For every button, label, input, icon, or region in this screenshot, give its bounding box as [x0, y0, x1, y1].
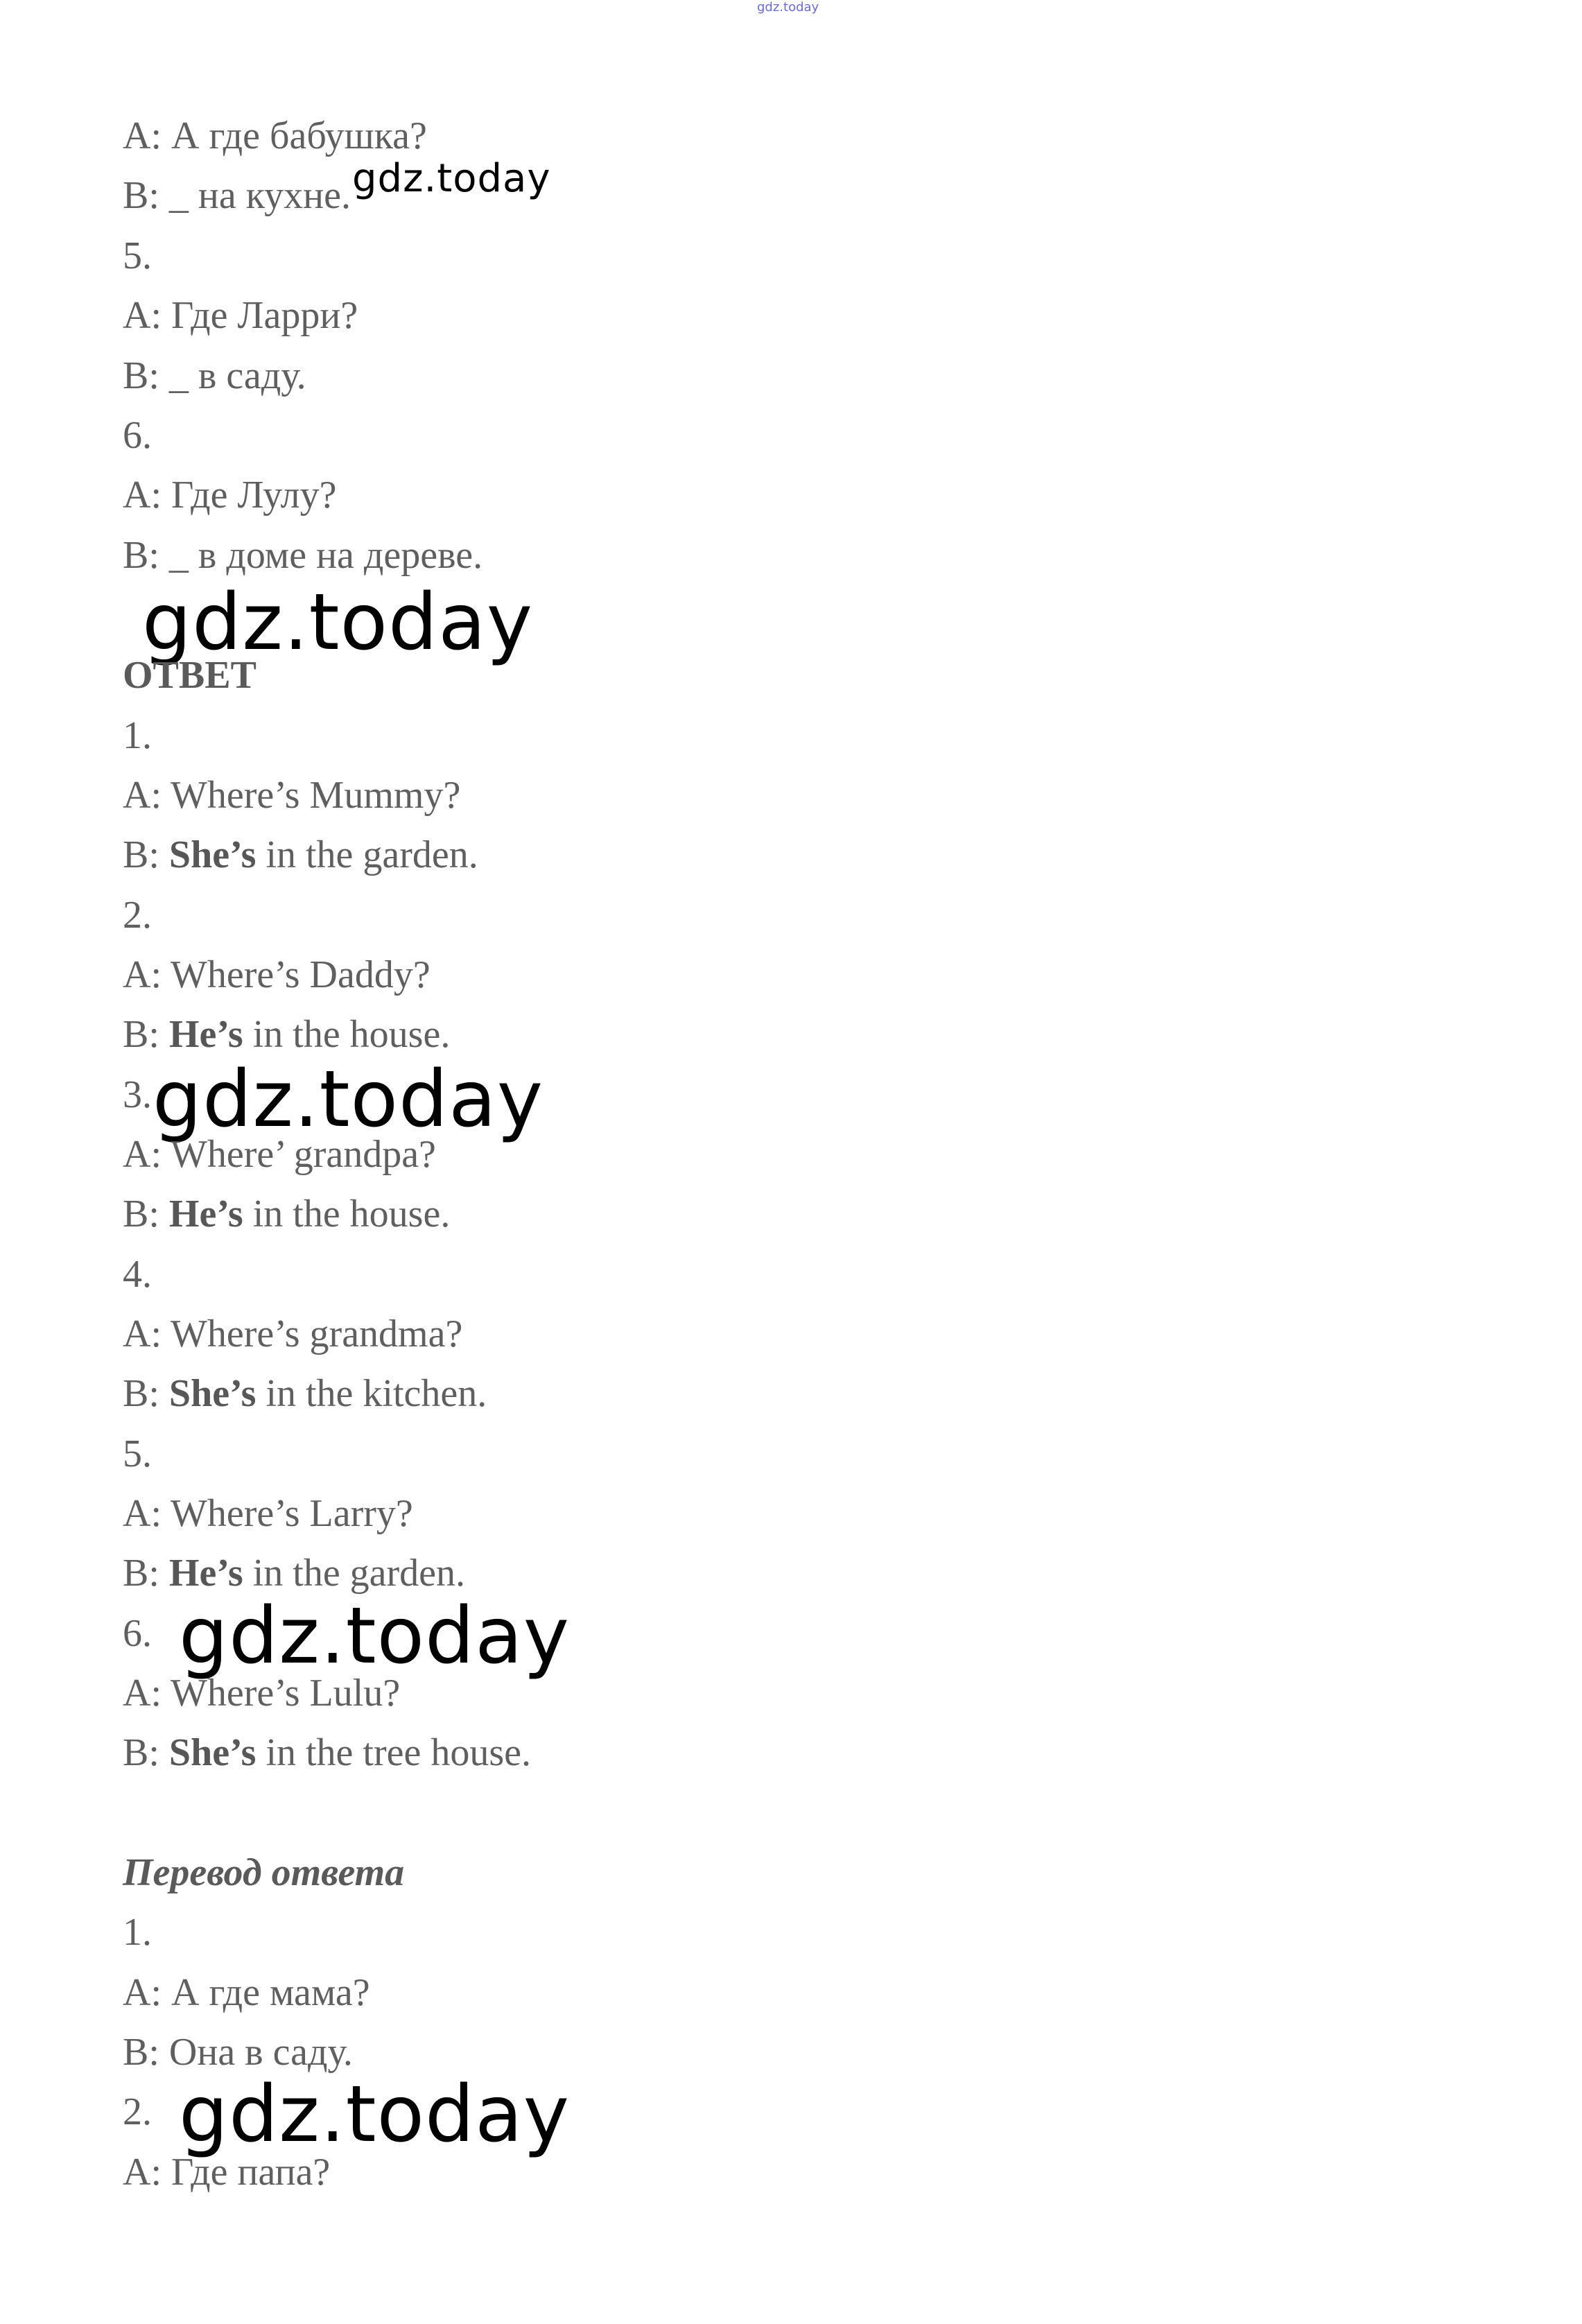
translation-line: B: Она в саду.	[123, 2031, 353, 2074]
answer-pronoun: He’s	[168, 1013, 243, 1056]
translation-line: 2.	[123, 2090, 152, 2133]
answer-reply: B: He’s in the house.	[123, 1193, 451, 1235]
top-watermark: gdz.today	[757, 0, 819, 15]
answer-pronoun: He’s	[168, 1552, 243, 1595]
answer-pronoun: She’s	[168, 1731, 257, 1774]
watermark: gdz.today	[352, 156, 551, 201]
watermark: gdz.today	[179, 1591, 571, 1681]
answer-question: A: Where’s Lulu?	[123, 1672, 401, 1715]
answer-pronoun: She’s	[168, 1372, 257, 1415]
answer-reply: B: He’s in the house.	[123, 1013, 451, 1056]
answer-number: 2.	[123, 894, 152, 937]
translation-line: A: А где мама?	[123, 1971, 370, 2014]
translation-line: A: Где папа?	[123, 2151, 331, 2194]
answer-number: 5.	[123, 1432, 152, 1475]
answer-number: 1.	[123, 714, 152, 757]
exercise-line: A: А где бабушка?	[123, 114, 427, 157]
answer-reply: B: She’s in the garden.	[123, 833, 478, 876]
answer-number: 3.	[123, 1073, 152, 1116]
watermark: gdz.today	[153, 1055, 544, 1145]
watermark: gdz.today	[142, 578, 534, 668]
exercise-line: 6.	[123, 414, 152, 457]
answer-pronoun: She’s	[168, 833, 257, 876]
translation-heading: Перевод ответа	[123, 1851, 405, 1894]
exercise-line: B: _ на кухне.	[123, 174, 351, 217]
translation-line: 1.	[123, 1911, 152, 1954]
answer-pronoun: He’s	[168, 1193, 243, 1235]
answer-number: 6.	[123, 1612, 152, 1655]
exercise-line: A: Где Лулу?	[123, 474, 337, 517]
answer-heading: ОТВЕТ	[123, 654, 257, 697]
answer-question: A: Where’s Mummy?	[123, 774, 461, 817]
answer-question: A: Where’s grandma?	[123, 1312, 463, 1355]
exercise-line: A: Где Ларри?	[123, 294, 358, 337]
answer-question: A: Where’ grandpa?	[123, 1133, 436, 1176]
exercise-line: B: _ в доме на дереве.	[123, 534, 483, 577]
answer-reply: B: He’s in the garden.	[123, 1552, 466, 1595]
exercise-line: B: _ в саду.	[123, 354, 306, 397]
answer-number: 4.	[123, 1253, 152, 1296]
watermark: gdz.today	[179, 2070, 571, 2160]
answer-reply: B: She’s in the tree house.	[123, 1731, 531, 1774]
answer-question: A: Where’s Daddy?	[123, 953, 431, 996]
answer-question: A: Where’s Larry?	[123, 1492, 413, 1535]
exercise-line: 5.	[123, 234, 152, 277]
answer-reply: B: She’s in the kitchen.	[123, 1372, 487, 1415]
